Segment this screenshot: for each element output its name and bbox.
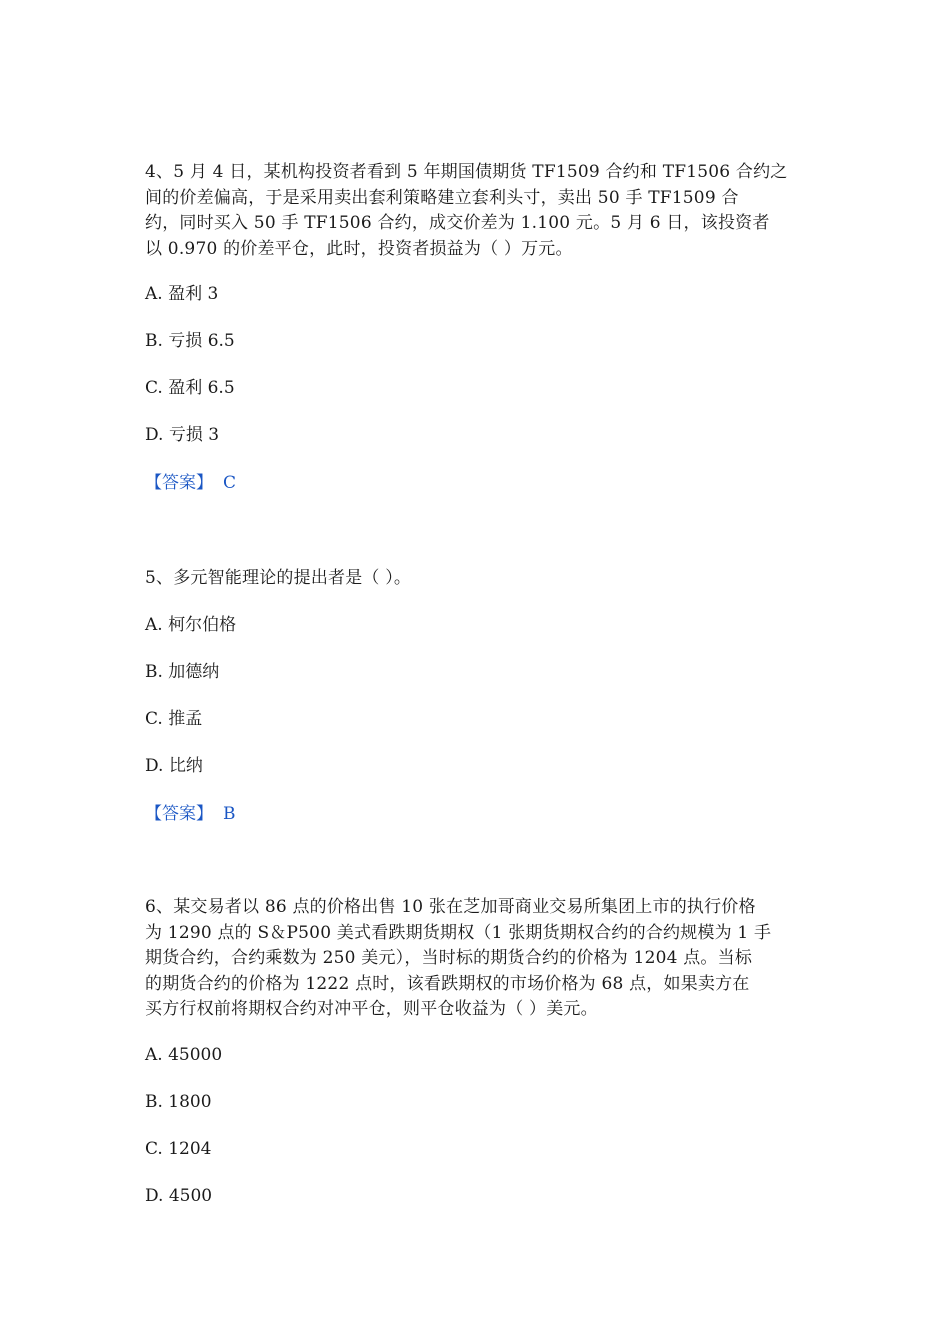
- stem-line: 为 1290 点的 S＆P500 美式看跌期货期权（1 张期货期权合约的合约规模为 1 手: [145, 922, 772, 943]
- stem-line: 的期货合约的价格为 1222 点时，该看跌期权的市场价格为 68 点，如果卖方在: [145, 973, 750, 994]
- stem-line: 以 0.970 的价差平仓，此时，投资者损益为（ ）万元。: [145, 238, 573, 259]
- question-5: [145, 566, 810, 824]
- option-c: C. 1204: [145, 1139, 212, 1159]
- stem-line: 4、5 月 4 日，某机构投资者看到 5 年期国债期货 TF1509 合约和 TF1506 合约之: [145, 162, 788, 182]
- option-a: A. 45000: [145, 1045, 223, 1065]
- option-d: D. 比纳: [145, 756, 203, 776]
- answer-label: 【答案】: [145, 473, 213, 493]
- answer-value: B: [223, 804, 236, 824]
- stem-line: 约，同时买入 50 手 TF1506 合约，成交价差为 1.100 元。5 月 6 日，该投资者: [145, 213, 770, 233]
- option-a: A. 柯尔伯格: [145, 615, 237, 635]
- question-6: [145, 895, 810, 1206]
- stem-line: 期货合约，合约乘数为 250 美元），当时标的期货合约的价格为 1204 点。当标: [145, 948, 753, 968]
- stem-line: 买方行权前将期权合约对冲平仓，则平仓收益为（ ）美元。: [145, 999, 598, 1019]
- option-a: A. 盈利 3: [145, 284, 219, 304]
- option-b: B. 加德纳: [145, 662, 220, 682]
- question-stem: [145, 566, 810, 592]
- question-4: [145, 160, 810, 493]
- answer-line: [145, 472, 236, 494]
- option-b: B. 亏损 6.5: [145, 331, 235, 351]
- option-b: B. 1800: [145, 1092, 212, 1112]
- option-c: C. 推孟: [145, 709, 203, 729]
- stem-line: 5、多元智能理论的提出者是（ ）。: [145, 568, 412, 588]
- question-stem: [145, 895, 810, 1023]
- option-d: D. 4500: [145, 1186, 213, 1206]
- answer-label: 【答案】: [145, 804, 213, 824]
- question-stem: [145, 160, 810, 262]
- option-c: C. 盈利 6.5: [145, 378, 235, 398]
- option-d: D. 亏损 3: [145, 425, 220, 445]
- answer-line: [145, 803, 236, 825]
- answer-value: C: [223, 473, 237, 493]
- stem-line: 间的价差偏高，于是采用卖出套利策略建立套利头寸，卖出 50 手 TF1509 合: [145, 187, 739, 208]
- stem-line: 6、某交易者以 86 点的价格出售 10 张在芝加哥商业交易所集团上市的执行价格: [145, 897, 756, 917]
